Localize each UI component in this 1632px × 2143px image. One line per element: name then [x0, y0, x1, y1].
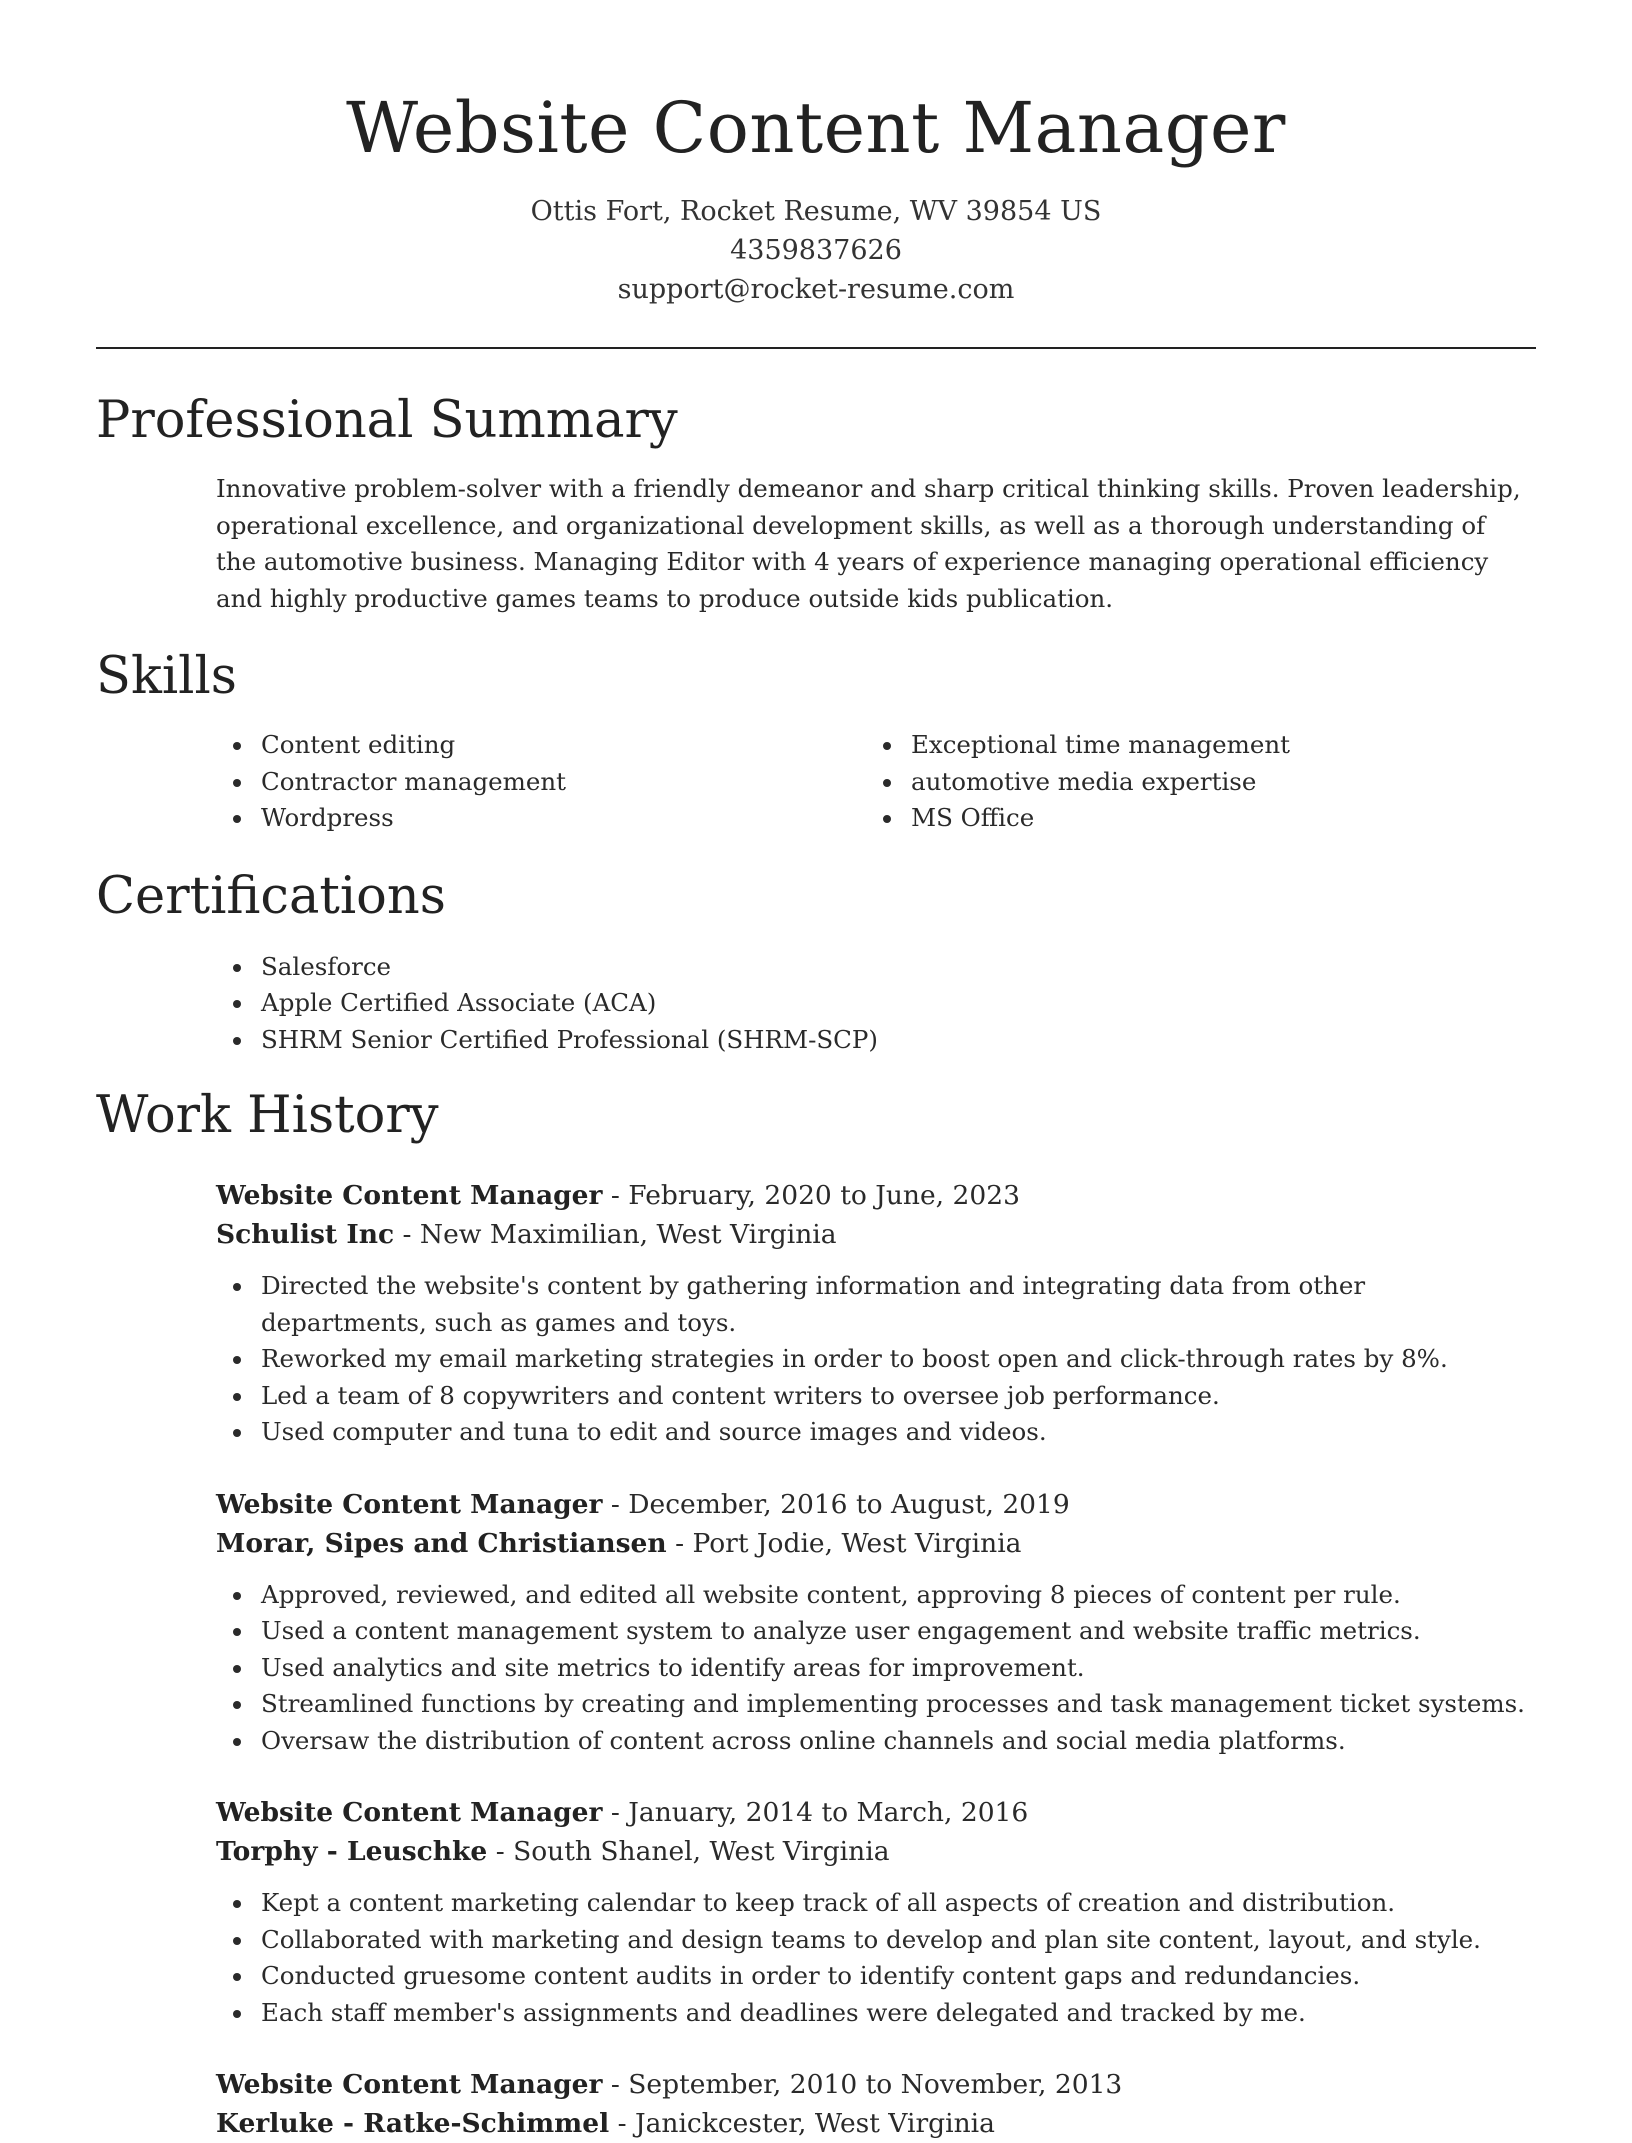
job-company: Kerluke - Ratke-Schimmel — [216, 2108, 610, 2139]
job-bullet: Kept a content marketing calendar to keep track of all aspects of creation and distribution. — [216, 1885, 1536, 1922]
job-bullet: Oversaw the distribution of content across online channels and social media platforms. — [216, 1723, 1536, 1760]
job-bullet: Used computer and tuna to edit and source images and videos. — [216, 1414, 1536, 1451]
job-entry — [216, 1793, 1536, 2031]
skill-item: Contractor management — [216, 764, 866, 801]
header-divider — [96, 347, 1536, 349]
job-company-line — [216, 1524, 1536, 1563]
job-company-line — [216, 2104, 1536, 2143]
job-role: Website Content Manager — [216, 1797, 603, 1828]
job-role: Website Content Manager — [216, 1180, 603, 1211]
resume-header — [96, 0, 1536, 309]
job-role: Website Content Manager — [216, 1488, 603, 1520]
contact-phone: 4359837626 — [730, 235, 902, 266]
contact-email: support@rocket-resume.com — [617, 274, 1015, 305]
job-location: - New Maximilian, West Virginia — [394, 1219, 837, 1250]
skill-item: Exceptional time management — [866, 727, 1516, 764]
job-bullet: Directed the website's content by gathering information and integrating data from other departments, such as games and toys. — [216, 1268, 1536, 1341]
skill-item: Content editing — [216, 727, 866, 764]
summary-heading: Professional Summary — [96, 391, 678, 450]
work-history-heading: Work History — [96, 1086, 439, 1145]
job-role: Website Content Manager — [216, 2069, 603, 2100]
job-bullet: Reworked my email marketing strategies in order to boost open and click-through rates by 8%. — [216, 1341, 1536, 1378]
certifications-list — [216, 949, 1536, 1059]
job-dates: - September, 2010 to November, 2013 — [602, 2069, 1123, 2100]
job-bullet: Collaborated with marketing and design teams to develop and plan site content, layout, and style. — [216, 1922, 1536, 1959]
skill-item: MS Office — [866, 800, 1516, 837]
skills-list — [216, 727, 1536, 837]
job-bullet: Led a team of 8 copywriters and content writers to oversee job performance. — [216, 1378, 1536, 1415]
job-bullets — [216, 1577, 1536, 1760]
job-dates: - January, 2014 to March, 2016 — [602, 1797, 1029, 1828]
contact-block — [96, 192, 1536, 309]
job-bullet: Used analytics and site metrics to identify areas for improvement. — [216, 1650, 1536, 1687]
job-location: - Port Jodie, West Virginia — [666, 1527, 1022, 1559]
resume-name: Website Content Manager — [346, 87, 1286, 169]
job-title-line — [216, 1793, 1536, 1832]
job-company: Torphy - Leuschke — [216, 1836, 488, 1867]
certification-item: Apple Certified Associate (ACA) — [216, 985, 1536, 1022]
job-company: Morar, Sipes and Christiansen — [216, 1527, 667, 1559]
contact-address: Ottis Fort, Rocket Resume, WV 39854 US — [530, 196, 1102, 227]
job-bullet: Each staff member's assignments and deadlines were delegated and tracked by me. — [216, 1995, 1536, 2032]
job-bullet: Conducted gruesome content audits in order to identify content gaps and redundancies. — [216, 1958, 1536, 1995]
skills-heading: Skills — [96, 647, 237, 706]
job-dates: - December, 2016 to August, 2019 — [602, 1488, 1070, 1520]
job-location: - Janickcester, West Virginia — [609, 2108, 995, 2139]
job-bullets — [216, 1885, 1536, 2031]
certification-item: SHRM Senior Certified Professional (SHRM-SCP) — [216, 1022, 1536, 1059]
job-company-line — [216, 1215, 1536, 1254]
job-location: - South Shanel, West Virginia — [487, 1836, 890, 1867]
certifications-heading: Certifications — [96, 866, 446, 926]
skill-item: automotive media expertise — [866, 764, 1516, 801]
skills-column-left — [216, 727, 866, 837]
job-title-line — [216, 2065, 1536, 2104]
job-bullet: Used a content management system to analyze user engagement and website traffic metrics. — [216, 1613, 1536, 1650]
job-bullets — [216, 1268, 1536, 1451]
certification-item: Salesforce — [216, 949, 1536, 986]
job-title-line — [216, 1176, 1536, 1215]
job-entry — [216, 2065, 1536, 2143]
job-dates: - February, 2020 to June, 2023 — [602, 1180, 1020, 1211]
job-bullet: Approved, reviewed, and edited all website content, approving 8 pieces of content per rule. — [216, 1577, 1536, 1614]
summary-text: Innovative problem-solver with a friendly demeanor and sharp critical thinking skills. Proven leadership, operational excellence, and organizational development skills, as well as a thorough understanding of the automotive business. Managing Editor with 4 years of experience managing operational efficiency and highly productive games teams to produce outside kids publication. — [216, 474, 1521, 613]
job-company-line — [216, 1832, 1536, 1871]
job-company: Schulist Inc — [216, 1219, 395, 1250]
job-entry — [216, 1176, 1536, 1451]
job-entry — [216, 1485, 1536, 1760]
skill-item: Wordpress — [216, 800, 866, 837]
job-title-line — [216, 1485, 1536, 1524]
skills-column-right — [866, 727, 1516, 837]
job-bullet: Streamlined functions by creating and implementing processes and task management ticket systems. — [216, 1686, 1536, 1723]
